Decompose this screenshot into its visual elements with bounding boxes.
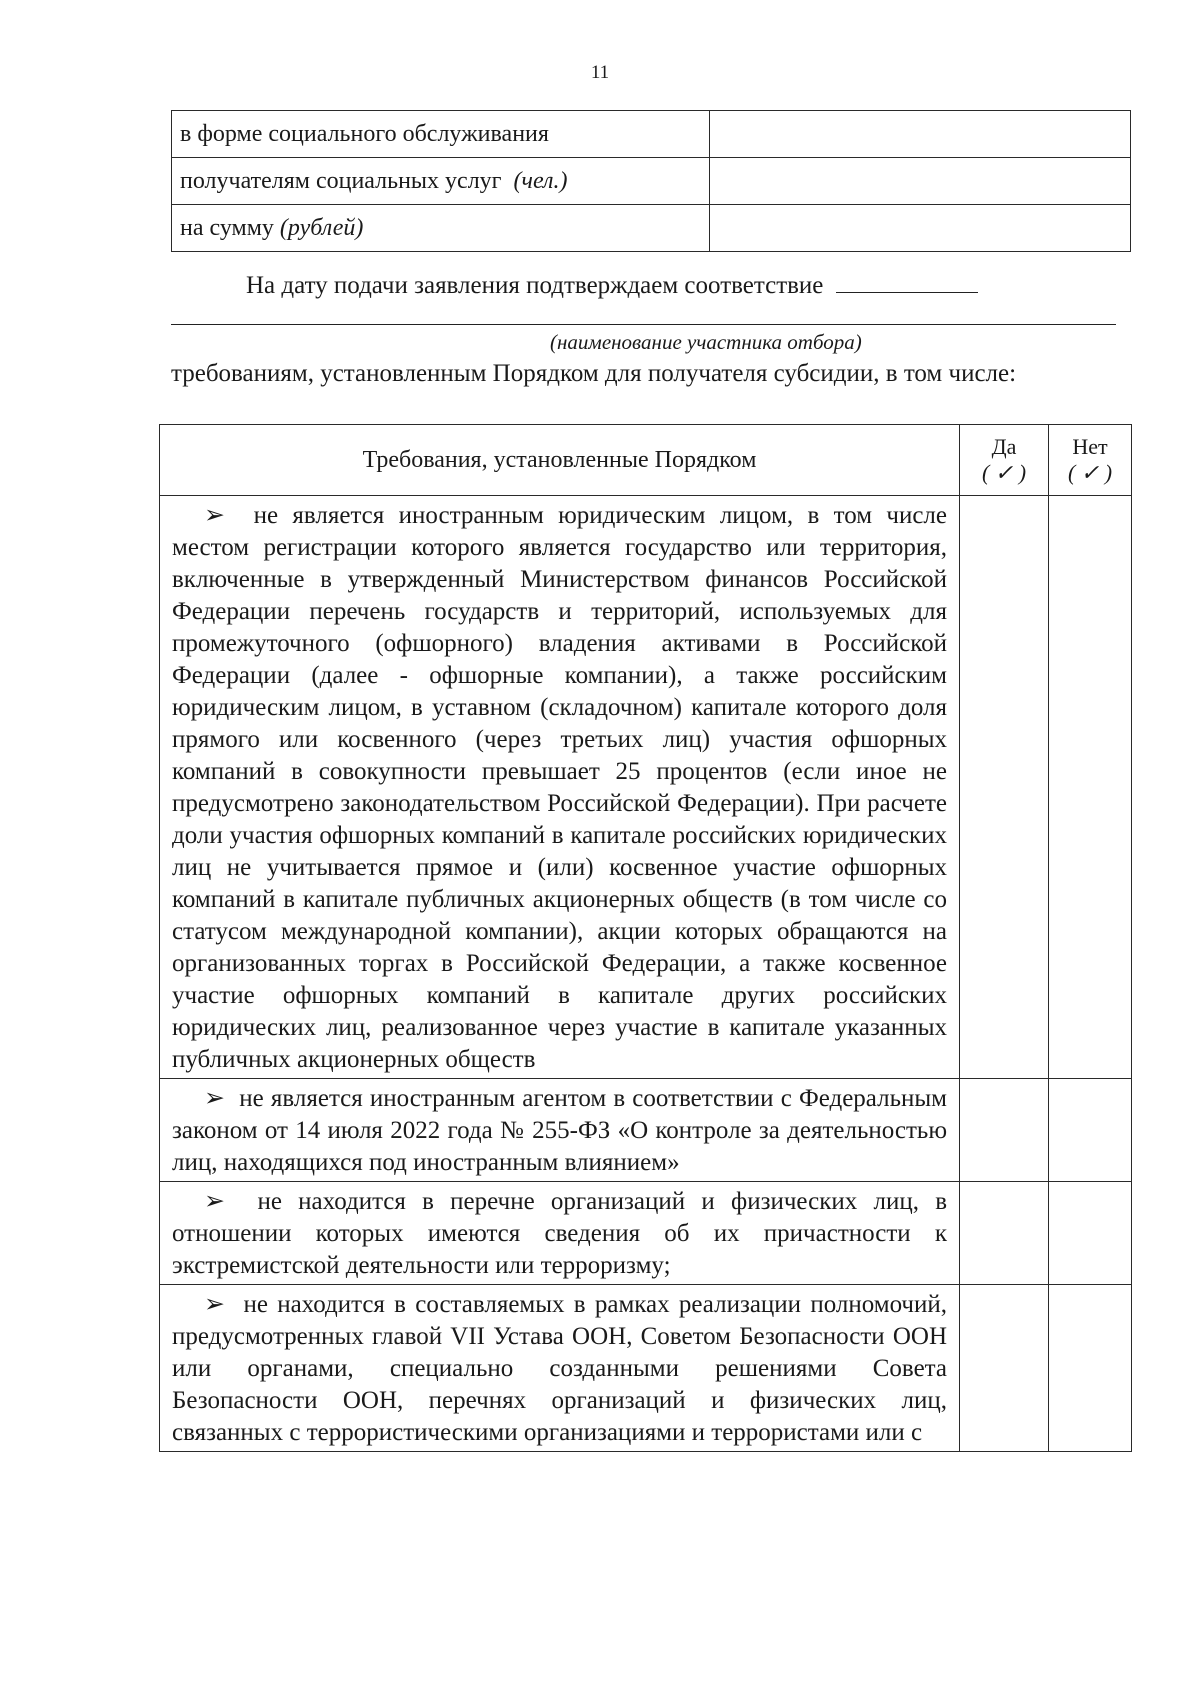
requirement-row xyxy=(160,1079,1132,1182)
no-check-cell[interactable] xyxy=(1049,1285,1132,1452)
row-label: в форме социального обслуживания xyxy=(180,120,549,147)
confirmation-line xyxy=(246,268,1106,302)
requirement-row xyxy=(160,1285,1132,1452)
row-label: получателям социальных услуг xyxy=(180,167,502,194)
requirements-intro: требованиям, установленным Порядком для получателя субсидии, в том числе: xyxy=(171,360,1017,387)
arrow-bullet-icon: ➢ xyxy=(204,1188,242,1215)
no-check-cell[interactable] xyxy=(1049,1182,1132,1285)
subsidy-summary-table xyxy=(171,110,1131,252)
requirement-text: не находится в составляемых в рамках реализации полномочий, предусмотренных главой VII Устава ООН, Советом Безопасности ООН или органами, специально созданными решениями Совета Безопасности ООН, перечнях организаций и физических лиц, связанных с террористическими организациями и террористами или с xyxy=(172,1291,948,1446)
check-mark-icon: ( ✓ ) xyxy=(981,460,1027,485)
no-label: Нет xyxy=(1072,434,1108,459)
requirement-row xyxy=(160,1182,1132,1285)
no-column-header xyxy=(1049,425,1132,496)
row-label: на сумму xyxy=(180,214,274,241)
arrow-bullet-icon: ➢ xyxy=(204,1291,235,1318)
row-value-cell[interactable] xyxy=(709,158,1130,205)
arrow-bullet-icon: ➢ xyxy=(204,502,240,529)
yes-label: Да xyxy=(991,434,1017,459)
requirement-text: не является иностранным агентом в соответствии с Федеральным законом от 14 июля 2022 года № 255-ФЗ «О контроле за деятельностью лиц, находящихся под иностранным влиянием» xyxy=(172,1085,947,1176)
requirement-text-cell xyxy=(160,496,960,1079)
row-value-cell[interactable] xyxy=(709,111,1130,158)
yes-check-cell[interactable] xyxy=(960,496,1049,1079)
requirement-row xyxy=(160,496,1132,1079)
requirement-text-cell xyxy=(160,1285,960,1452)
table-row xyxy=(172,158,1131,205)
participant-blank-long[interactable] xyxy=(171,324,1116,325)
participant-blank-short[interactable] xyxy=(836,268,978,293)
yes-column-header xyxy=(960,425,1049,496)
requirement-text: не находится в перечне организаций и физических лиц, в отношении которых имеются сведения об их причастности к экстремистской деятельности или терроризму; xyxy=(172,1188,948,1279)
row-value-cell[interactable] xyxy=(709,205,1130,252)
row-label-cell xyxy=(172,205,710,252)
requirement-text: не является иностранным юридическим лицом, в том числе местом регистрации которого является государство или территория, включенные в утвержденный Министерством финансов Российской Федерации перечень государств и территорий, используемых для промежуточного (офшорного) владения активами в Российской Федерации (далее - офшорные компании), а также российским юридическим лицом, в уставном (складочном) капитале которого доля прямого или косвенного (через третьих лиц) участия офшорных компаний в совокупности превышает 25 процентов (если иное не предусмотрено законодательством Российской Федерации). При расчете доли участия офшорных компаний в капитале российских юридических лиц не учитывается прямое и (или) косвенное участие офшорных компаний в капитале публичных акционерных обществ (в том числе со статусом международной компании), акции которых обращаются на организованных торгах в Российской Федерации, а также косвенное участие офшорных компаний в капитале других российских юридических лиц, реализованное через участие в капитале указанных публичных акционерных обществ xyxy=(172,502,947,1073)
table-row xyxy=(172,111,1131,158)
arrow-bullet-icon: ➢ xyxy=(204,1085,233,1112)
requirement-column-header: Требования, установленные Порядком xyxy=(160,425,960,496)
no-check-cell[interactable] xyxy=(1049,496,1132,1079)
yes-check-cell[interactable] xyxy=(960,1285,1049,1452)
row-unit-note: (рублей) xyxy=(279,214,364,241)
participant-name-hint: (наименование участника отбора) xyxy=(550,330,862,354)
row-unit-note: (чел.) xyxy=(513,167,568,194)
requirement-text-cell xyxy=(160,1079,960,1182)
table-header-row xyxy=(160,425,1132,496)
confirmation-text: На дату подачи заявления подтверждаем соответствие xyxy=(246,272,824,299)
row-label-cell xyxy=(172,111,710,158)
row-label-cell xyxy=(172,158,710,205)
yes-check-cell[interactable] xyxy=(960,1182,1049,1285)
requirement-text-cell xyxy=(160,1182,960,1285)
page-number: 11 xyxy=(590,62,610,83)
check-mark-icon: ( ✓ ) xyxy=(1067,460,1113,485)
yes-check-cell[interactable] xyxy=(960,1079,1049,1182)
no-check-cell[interactable] xyxy=(1049,1079,1132,1182)
table-row xyxy=(172,205,1131,252)
requirements-table xyxy=(159,424,1132,1452)
